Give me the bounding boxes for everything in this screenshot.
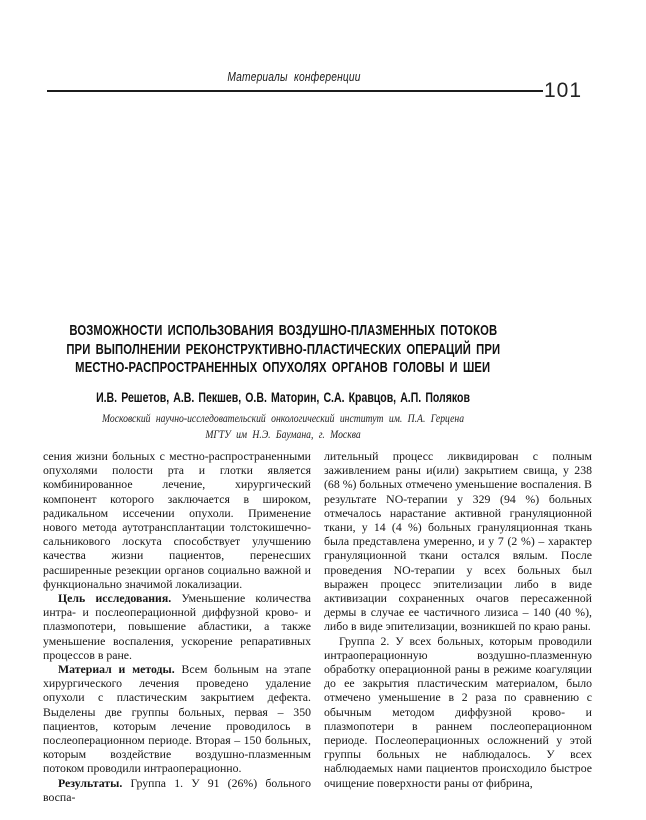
affiliation-line: МГТУ им Н.Э. Баумана, г. Москва [205, 429, 361, 441]
authors-line: И.В. Решетов, А.В. Пекшев, О.В. Маторин, С.А. Кравцов, А.П. Поляков [96, 390, 470, 405]
paragraph [43, 449, 311, 591]
paragraph-text: Всем больным на этапе хирургического лечения проведено удаление опухоли с пластическим закрытием дефекта. Выделены две группы больных, первая – 350 пациентов, которым лечение проводилось в послеоперационном периоде. Вторая – 150 больных, которым воздействие воздушно-плазменным потоком проводили интраоперационно. [43, 662, 311, 776]
left-column [43, 449, 311, 804]
paragraph [43, 662, 311, 776]
article-title [43, 322, 523, 378]
paragraph-text: сения жизни больных с местно-распространенными опухолями полости рта и глотки является комбинированное лечение, хирургический компонент которого заключается в широком, радикальном иссечении опухоли. Применение нового метода аутотрансплантации толстокишечно-сальникового лоскута способствует улучшению качества жизни пациентов, перенесших расширенные резекции органов социально важной и функционально значимой локализации. [43, 449, 311, 591]
paragraph [324, 634, 592, 790]
header-rule [47, 90, 543, 92]
body-columns [43, 449, 592, 804]
paragraph [43, 591, 311, 662]
paragraph-text: Группа 1. У 91 (26%) больного воспа- [43, 775, 311, 804]
article-title-line: ВОЗМОЖНОСТИ ИСПОЛЬЗОВАНИЯ ВОЗДУШНО-ПЛАЗМЕННЫХ ПОТОКОВ [69, 322, 497, 339]
paragraph-text: Группа 2. У всех больных, которым проводили интраоперационную воздушно-плазменную обработку операционной раны в режиме коагуляции до ее закрытия пластическим материалом, было отмечено уменьшение в 2 раза по сравнению с обычным методом диффузной крово- и плазмопотери в раннем послеоперационном периоде. Послеоперационных осложнений у этой группы больных не наблюдалось. У всех наблюдаемых нами пациентов происходило быстрое очищение поверхности раны от фибрина, [324, 633, 592, 790]
paragraph [43, 776, 311, 804]
affiliation-line: Московский научно-исследовательский онкологический институт им. П.А. Герцена [101, 413, 465, 425]
paragraph-text: Уменьшение количества интра- и послеоперационной диффузной крово- и плазмопотери, повышение абластики, а также уменьшение воспаления, ускорение репаративных процессов в ране. [43, 591, 312, 662]
right-column [324, 449, 592, 804]
running-title: Материалы конференции [227, 70, 361, 84]
page-number: 101 [544, 79, 583, 102]
article-title-line: МЕСТНО-РАСПРОСТРАНЕННЫХ ОПУХОЛЯХ ОРГАНОВ ГОЛОВЫ И ШЕИ [75, 359, 491, 376]
paragraph-lead: Цель исследования. [58, 591, 172, 606]
paragraph [324, 449, 592, 634]
article-title-line: ПРИ ВЫПОЛНЕНИИ РЕКОНСТРУКТИВНО-ПЛАСТИЧЕСКИХ ОПЕРАЦИЙ ПРИ [66, 340, 500, 358]
paragraph-lead: Результаты. [58, 775, 123, 790]
paragraph-text: лительный процесс ликвидирован с полным заживлением раны и(или) закрытием свища, у 238 (68 %) больных отмечено уменьшение воспаления. В результате NO-терапии у 329 (94 %) больных отмечалось нарастание активной грануляционной ткани, у 14 (4 %) больных грануляционная ткань была представлена умеренно, и у 7 (2 %) – характер грануляционной ткани остался вялым. После проведения NO-терапии у всех больных был выражен процесс эпителизации либо в виде активизации сохраненных очагов пересаженной дермы в случае ее частичного лизиса – 140 (40 %), либо в виде эпителизации, возникшей по краю раны. [324, 449, 592, 634]
affiliation [81, 411, 484, 443]
paragraph-lead: Материал и методы. [58, 662, 175, 677]
